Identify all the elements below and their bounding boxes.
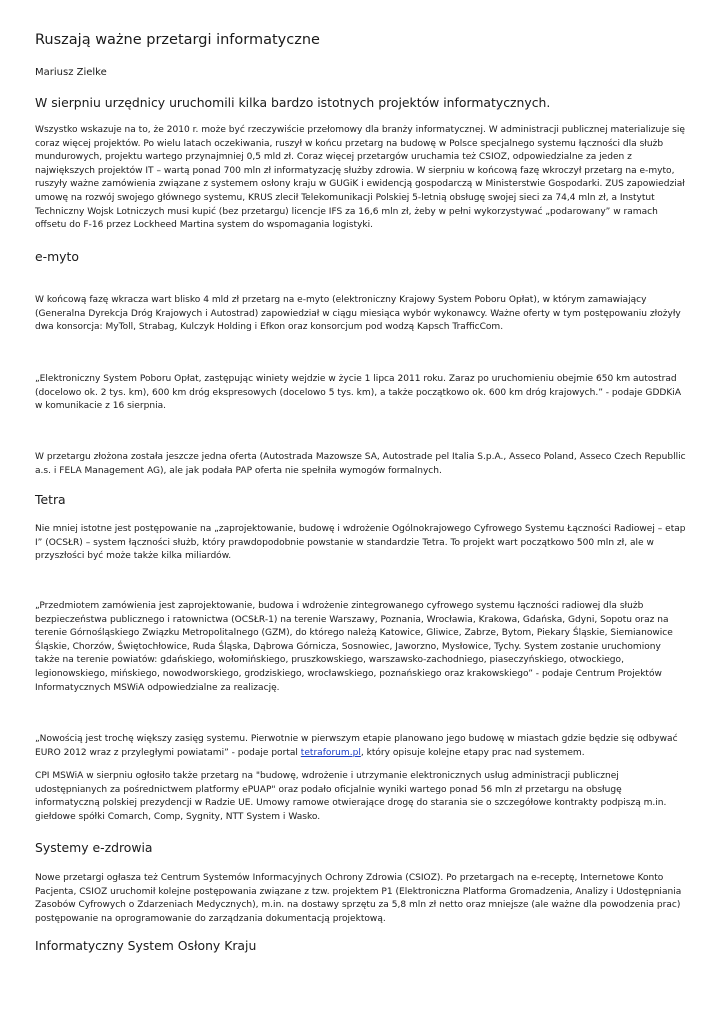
article-author: Mariusz Zielke	[35, 67, 107, 78]
emyto-paragraph-1: W końcową fazę wkracza wart blisko 4 mld zł przetarg na e-myto (elektroniczny Krajowy System Poboru Opłat), w którym zamawiający (Generalna Dyrekcja Dróg Krajowych i Autostrad) zapowiedział w ciągu miesiąca wybór wykonawcy. Ważne oferty w tym postępowaniu złożyły dwa konsorcja: MyToll, Strabag, Kulczyk Holding i Efkon oraz konsorcjum pod wodzą Kapsch TrafficCom.	[35, 295, 681, 333]
tetraforum-link[interactable]: tetraforum.pl	[300, 747, 361, 758]
tetra-paragraph-2: „Przedmiotem zamówienia jest zaprojektowanie, budowa i wdrożenie zintegrowanego cyfrowego systemu łączności radiowej dla służb bezpieczeństwa publicznego i ratownictwa (OCSŁR-1) na terenie Warszawy, Poznania, Wrocławia, Krakowa, Gdańska, Gdyni, Sopotu oraz na terenie Górnośląskiego Związku Metropolitalnego (GZM), do którego należą Katowice, Gliwice, Zabrze, Bytom, Piekary Śląskie, Siemianowice Śląskie, Chorzów, Świętochłowice, Ruda Śląska, Dąbrowa Górnicza, Sosnowiec, Jaworzno, Mysłowice, Tychy. System zostanie uruchomiony także na terenie powiatów: gdańskiego, wołomińskiego, pruszkowskiego, warszawsko-zachodniego, piaseczyńskiego, otwockiego, legionowskiego, mińskiego, nowodworskiego, grodziskiego, wrocławskiego, poznańskiego oraz krakowskiego” - podaje Centrum Projektów Informatycznych MSWiA odpowiedzialne za realizację.	[35, 601, 673, 693]
article-title: Ruszają ważne przetargi informatyczne	[35, 32, 320, 48]
tetra-p3-text-before: „Nowością jest trochę większy zasięg systemu. Pierwotnie w pierwszym etapie planowano jego budowę w miastach gdzie będzie się odbywać EURO 2012 wraz z przyległymi powiatami” - podaje portal	[35, 734, 678, 758]
tetra-paragraph-3	[35, 733, 687, 760]
tetra-p3-text-after: , który opisuje kolejne etapy prac nad systemem.	[360, 747, 585, 758]
intro-paragraph: Wszystko wskazuje na to, że 2010 r. może być rzeczywiście przełomowy dla branży informatycznej. W administracji publicznej materializuje się coraz więcej projektów. Po wielu latach oczekiwania, ruszył w końcu przetarg na budowę w Polsce specjalnego systemu łączności dla służb mundurowych, projektu wartego przynajmniej 0,5 mld zł. Coraz więcej przetargów uruchamia też CSIOZ, odpowiedzialne za jeden z największych projektów IT – wartą ponad 700 mln zł informatyzację służby zdrowia. W sierpniu w końcową fazę wkroczył przetarg na e-myto, ruszyły ważne zamówienia związane z systemem osłony kraju w GUGiK i ewidencją gospodarczą w Ministerstwie Gospodarki. ZUS zapowiedział umowę na rozwój swojego głównego systemu, KRUS zlecił Telekomunikacji Polskiej 5-letnią obsługę swojej sieci za 74,4 mln zł, a Instytut Techniczny Wojsk Lotniczych musi kupić (bez przetargu) licencje IFS za 16,6 mln zł, żeby w pełni wykorzystywać „podarowany” w ramach offsetu do F-16 przez Lockheed Martina system do wspomagania logistyki.	[35, 125, 685, 231]
tetra-paragraph-1: Nie mniej istotne jest postępowanie na „zaprojektowanie, budowę i wdrożenie Ogólnokrajowego Cyfrowego Systemu Łączności Radiowej – etap I” (OCSŁR) – system łączności służb, który prawdopodobnie powstanie w standardzie Tetra. To projekt wart początkowo 500 mln zł, ale w przyszłości być może także kilka miliardów.	[35, 524, 686, 562]
heading-osk: Informatyczny System Osłony Kraju	[35, 938, 257, 953]
emyto-paragraph-2: „Elektroniczny System Poboru Opłat, zastępując winiety wejdzie w życie 1 lipca 2011 roku. Zaraz po uruchomieniu obejmie 650 km autostrad (docelowo ok. 2 tys. km), 600 km dróg ekspresowych (docelowo 5 tys. km), a także początkowo ok. 600 km dróg krajowych.” - podaje GDDKiA w komunikacie z 16 sierpnia.	[35, 374, 682, 412]
ezdrowie-paragraph-1: Nowe przetargi ogłasza też Centrum Systemów Informacyjnych Ochrony Zdrowia (CSIOZ). Po przetargach na e-receptę, Internetowe Konto Pacjenta, CSIOZ uruchomił kolejne postępowania związane z tzw. projektem P1 (Elektroniczna Platforma Gromadzenia, Analizy i Udostępniania Zasobów Cyfrowych o Zdarzeniach Medycznych), m.in. na dostawy sprzętu za 5,8 mln zł netto oraz mniejsze (ale ważne dla powodzenia prac) postępowanie na oprogramowanie do zarządzania dokumentacją projektową.	[35, 873, 682, 924]
heading-tetra: Tetra	[35, 492, 66, 507]
heading-ezdrowie: Systemy e-zdrowia	[35, 840, 153, 855]
emyto-paragraph-3: W przetargu złożona została jeszcze jedna oferta (Autostrada Mazowsze SA, Autostrade pel Italia S.p.A., Asseco Poland, Asseco Czech Republlic a.s. i FELA Management AG), ale jak podała PAP oferta nie spełniła wymogów formalnych.	[35, 452, 686, 476]
article-lead: W sierpniu urzędnicy uruchomili kilka bardzo istotnych projektów informatycznych.	[35, 95, 551, 110]
tetra-paragraph-4: CPI MSWiA w sierpniu ogłosiło także przetarg na "budowę, wdrożenie i utrzymanie elektronicznych usług administracji publicznej udostępnianych za pośrednictwem platformy ePUAP" oraz podało oficjalnie wyniki wartego ponad 56 mln zł przetargu na obsługę informatyczną polskiej prezydencji w Radzie UE. Umowy ramowe otwierające drogę do starania sie o szczegółowe kontrakty podpiszą m.in. giełdowe spółki Comarch, Comp, Sygnity, NTT System i Wasko.	[35, 771, 667, 822]
heading-emyto: e-myto	[35, 249, 79, 264]
